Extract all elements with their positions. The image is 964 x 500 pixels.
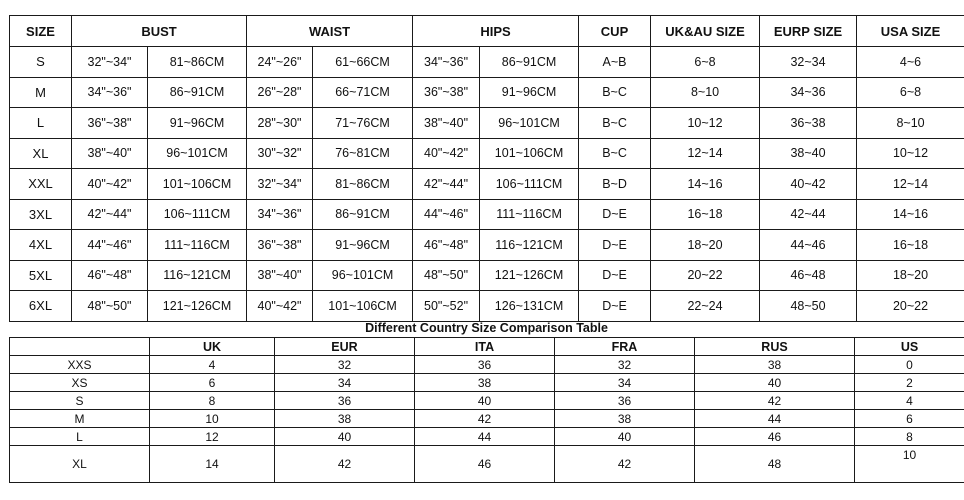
- comparison-value-cell: 38: [555, 410, 695, 428]
- size-label-cell: M: [10, 77, 72, 108]
- size-value-cell: 50"~52": [413, 291, 480, 322]
- size-value-cell: 38"~40": [247, 260, 313, 291]
- size-value-cell: 36"~38": [247, 230, 313, 261]
- size-value-cell: 38"~40": [72, 138, 148, 169]
- size-value-cell: 44~46: [760, 230, 857, 261]
- comparison-value-cell: 38: [415, 374, 555, 392]
- size-value-cell: 14~16: [857, 199, 964, 230]
- size-value-cell: 101~106CM: [148, 169, 247, 200]
- comparison-value-cell: 34: [555, 374, 695, 392]
- comparison-size-cell: M: [10, 410, 150, 428]
- size-value-cell: 36"~38": [72, 108, 148, 139]
- size-value-cell: 121~126CM: [148, 291, 247, 322]
- comparison-header-row: [10, 338, 964, 356]
- size-value-cell: 26"~28": [247, 77, 313, 108]
- size-value-cell: 20~22: [651, 260, 760, 291]
- header-waist: WAIST: [247, 16, 413, 47]
- size-value-cell: 12~14: [857, 169, 964, 200]
- size-value-cell: 86~91CM: [313, 199, 413, 230]
- size-row: [10, 199, 964, 230]
- size-value-cell: 106~111CM: [480, 169, 579, 200]
- size-table-body: [10, 47, 964, 322]
- size-value-cell: A~B: [579, 47, 651, 78]
- header-rus: RUS: [695, 338, 855, 356]
- header-hips: HIPS: [413, 16, 579, 47]
- size-value-cell: 116~121CM: [480, 230, 579, 261]
- comparison-value-cell: 12: [150, 428, 275, 446]
- size-value-cell: 18~20: [651, 230, 760, 261]
- comparison-value-cell: 40: [695, 374, 855, 392]
- comparison-value-cell: 10: [150, 410, 275, 428]
- size-row: [10, 138, 964, 169]
- size-value-cell: 48"~50": [413, 260, 480, 291]
- size-value-cell: 16~18: [857, 230, 964, 261]
- size-row: [10, 169, 964, 200]
- comparison-value-cell: 38: [695, 356, 855, 374]
- size-table-header-row: [10, 16, 964, 47]
- comparison-value-cell: 36: [555, 392, 695, 410]
- size-value-cell: 86~91CM: [480, 47, 579, 78]
- size-value-cell: B~C: [579, 108, 651, 139]
- comparison-value-cell: 4: [855, 392, 964, 410]
- comparison-value-cell: 6: [150, 374, 275, 392]
- comparison-row: [10, 410, 964, 428]
- size-value-cell: 111~116CM: [148, 230, 247, 261]
- size-value-cell: B~D: [579, 169, 651, 200]
- size-value-cell: 34"~36": [413, 47, 480, 78]
- comparison-value-cell: 40: [275, 428, 415, 446]
- size-value-cell: D~E: [579, 199, 651, 230]
- comparison-row: [10, 356, 964, 374]
- size-value-cell: 20~22: [857, 291, 964, 322]
- comparison-value-cell: 32: [275, 356, 415, 374]
- size-label-cell: 6XL: [10, 291, 72, 322]
- header-bust: BUST: [72, 16, 247, 47]
- comparison-value-cell: 42: [695, 392, 855, 410]
- comparison-size-cell: XS: [10, 374, 150, 392]
- size-value-cell: 42~44: [760, 199, 857, 230]
- comparison-value-cell: 40: [415, 392, 555, 410]
- comparison-size-cell: XL: [10, 446, 150, 483]
- header-eur: EUR: [275, 338, 415, 356]
- comparison-value-cell: 46: [695, 428, 855, 446]
- size-value-cell: D~E: [579, 291, 651, 322]
- comparison-row: [10, 392, 964, 410]
- size-value-cell: 40"~42": [72, 169, 148, 200]
- country-comparison-table: [9, 337, 964, 483]
- size-value-cell: 10~12: [651, 108, 760, 139]
- size-value-cell: 30"~32": [247, 138, 313, 169]
- size-value-cell: 34"~36": [72, 77, 148, 108]
- size-value-cell: D~E: [579, 230, 651, 261]
- size-value-cell: 10~12: [857, 138, 964, 169]
- header-blank: [10, 338, 150, 356]
- size-value-cell: 36~38: [760, 108, 857, 139]
- size-label-cell: 4XL: [10, 230, 72, 261]
- comparison-row: [10, 374, 964, 392]
- size-value-cell: 96~101CM: [480, 108, 579, 139]
- comparison-value-cell: 4: [150, 356, 275, 374]
- size-label-cell: 3XL: [10, 199, 72, 230]
- size-value-cell: 38"~40": [413, 108, 480, 139]
- header-usa-size: USA SIZE: [857, 16, 964, 47]
- comparison-row: [10, 428, 964, 446]
- comparison-value-cell: 14: [150, 446, 275, 483]
- comparison-value-cell: 42: [275, 446, 415, 483]
- comparison-size-cell: L: [10, 428, 150, 446]
- comparison-value-cell: 32: [555, 356, 695, 374]
- size-row: [10, 47, 964, 78]
- comparison-value-cell: 8: [855, 428, 964, 446]
- size-value-cell: 40"~42": [247, 291, 313, 322]
- size-value-cell: 32"~34": [247, 169, 313, 200]
- size-value-cell: 4~6: [857, 47, 964, 78]
- header-ita: ITA: [415, 338, 555, 356]
- size-value-cell: 86~91CM: [148, 77, 247, 108]
- header-us: US: [855, 338, 964, 356]
- comparison-value-cell: 0: [855, 356, 964, 374]
- size-value-cell: 32~34: [760, 47, 857, 78]
- size-value-cell: 42"~44": [413, 169, 480, 200]
- size-value-cell: 40~42: [760, 169, 857, 200]
- comparison-value-cell: 36: [415, 356, 555, 374]
- comparison-value-cell: 42: [415, 410, 555, 428]
- size-value-cell: 106~111CM: [148, 199, 247, 230]
- comparison-value-cell: 38: [275, 410, 415, 428]
- size-value-cell: 96~101CM: [148, 138, 247, 169]
- comparison-value-cell: 36: [275, 392, 415, 410]
- size-value-cell: 48~50: [760, 291, 857, 322]
- size-value-cell: 121~126CM: [480, 260, 579, 291]
- size-value-cell: 91~96CM: [313, 230, 413, 261]
- size-value-cell: 96~101CM: [313, 260, 413, 291]
- size-value-cell: 61~66CM: [313, 47, 413, 78]
- header-cup: CUP: [579, 16, 651, 47]
- comparison-size-cell: XXS: [10, 356, 150, 374]
- size-value-cell: 46"~48": [413, 230, 480, 261]
- size-value-cell: 16~18: [651, 199, 760, 230]
- size-value-cell: 81~86CM: [313, 169, 413, 200]
- size-label-cell: XL: [10, 138, 72, 169]
- size-value-cell: 44"~46": [72, 230, 148, 261]
- size-value-cell: 40"~42": [413, 138, 480, 169]
- comparison-value-cell: 2: [855, 374, 964, 392]
- comparison-value-cell: 44: [415, 428, 555, 446]
- size-label-cell: S: [10, 47, 72, 78]
- comparison-size-cell: S: [10, 392, 150, 410]
- size-value-cell: 66~71CM: [313, 77, 413, 108]
- size-value-cell: 46~48: [760, 260, 857, 291]
- size-label-cell: L: [10, 108, 72, 139]
- size-value-cell: 48"~50": [72, 291, 148, 322]
- size-value-cell: 126~131CM: [480, 291, 579, 322]
- size-value-cell: 101~106CM: [480, 138, 579, 169]
- size-value-cell: 36"~38": [413, 77, 480, 108]
- comparison-value-cell: 48: [695, 446, 855, 483]
- size-value-cell: 8~10: [651, 77, 760, 108]
- comparison-value-cell: 40: [555, 428, 695, 446]
- size-value-cell: 81~86CM: [148, 47, 247, 78]
- size-label-cell: 5XL: [10, 260, 72, 291]
- header-fra: FRA: [555, 338, 695, 356]
- comparison-value-cell: 42: [555, 446, 695, 483]
- size-row: [10, 77, 964, 108]
- header-eurp-size: EURP SIZE: [760, 16, 857, 47]
- size-value-cell: 116~121CM: [148, 260, 247, 291]
- size-value-cell: 42"~44": [72, 199, 148, 230]
- comparison-row: [10, 446, 964, 483]
- size-value-cell: 34~36: [760, 77, 857, 108]
- size-value-cell: 71~76CM: [313, 108, 413, 139]
- size-value-cell: 44"~46": [413, 199, 480, 230]
- size-value-cell: 32"~34": [72, 47, 148, 78]
- size-value-cell: B~C: [579, 138, 651, 169]
- size-row: [10, 108, 964, 139]
- header-uk-au-size: UK&AU SIZE: [651, 16, 760, 47]
- size-value-cell: D~E: [579, 260, 651, 291]
- size-row: [10, 260, 964, 291]
- size-label-cell: XXL: [10, 169, 72, 200]
- size-measurement-table: [9, 15, 964, 322]
- size-value-cell: 76~81CM: [313, 138, 413, 169]
- comparison-value-cell: 10: [855, 446, 964, 483]
- comparison-table-body: [10, 356, 964, 483]
- size-value-cell: 6~8: [651, 47, 760, 78]
- comparison-value-cell: 46: [415, 446, 555, 483]
- size-value-cell: 101~106CM: [313, 291, 413, 322]
- size-value-cell: 91~96CM: [148, 108, 247, 139]
- header-size: SIZE: [10, 16, 72, 47]
- comparison-value-cell: 34: [275, 374, 415, 392]
- size-value-cell: 18~20: [857, 260, 964, 291]
- comparison-value-cell: 44: [695, 410, 855, 428]
- size-value-cell: 14~16: [651, 169, 760, 200]
- size-value-cell: 8~10: [857, 108, 964, 139]
- size-value-cell: 24"~26": [247, 47, 313, 78]
- size-value-cell: B~C: [579, 77, 651, 108]
- comparison-caption: Different Country Size Comparison Table: [365, 321, 608, 335]
- size-value-cell: 12~14: [651, 138, 760, 169]
- size-value-cell: 22~24: [651, 291, 760, 322]
- size-value-cell: 28"~30": [247, 108, 313, 139]
- size-value-cell: 38~40: [760, 138, 857, 169]
- comparison-value-cell: 8: [150, 392, 275, 410]
- size-row: [10, 230, 964, 261]
- size-value-cell: 91~96CM: [480, 77, 579, 108]
- comparison-value-cell: 6: [855, 410, 964, 428]
- size-value-cell: 46"~48": [72, 260, 148, 291]
- header-uk: UK: [150, 338, 275, 356]
- size-value-cell: 111~116CM: [480, 199, 579, 230]
- size-row: [10, 291, 964, 322]
- size-value-cell: 34"~36": [247, 199, 313, 230]
- size-value-cell: 6~8: [857, 77, 964, 108]
